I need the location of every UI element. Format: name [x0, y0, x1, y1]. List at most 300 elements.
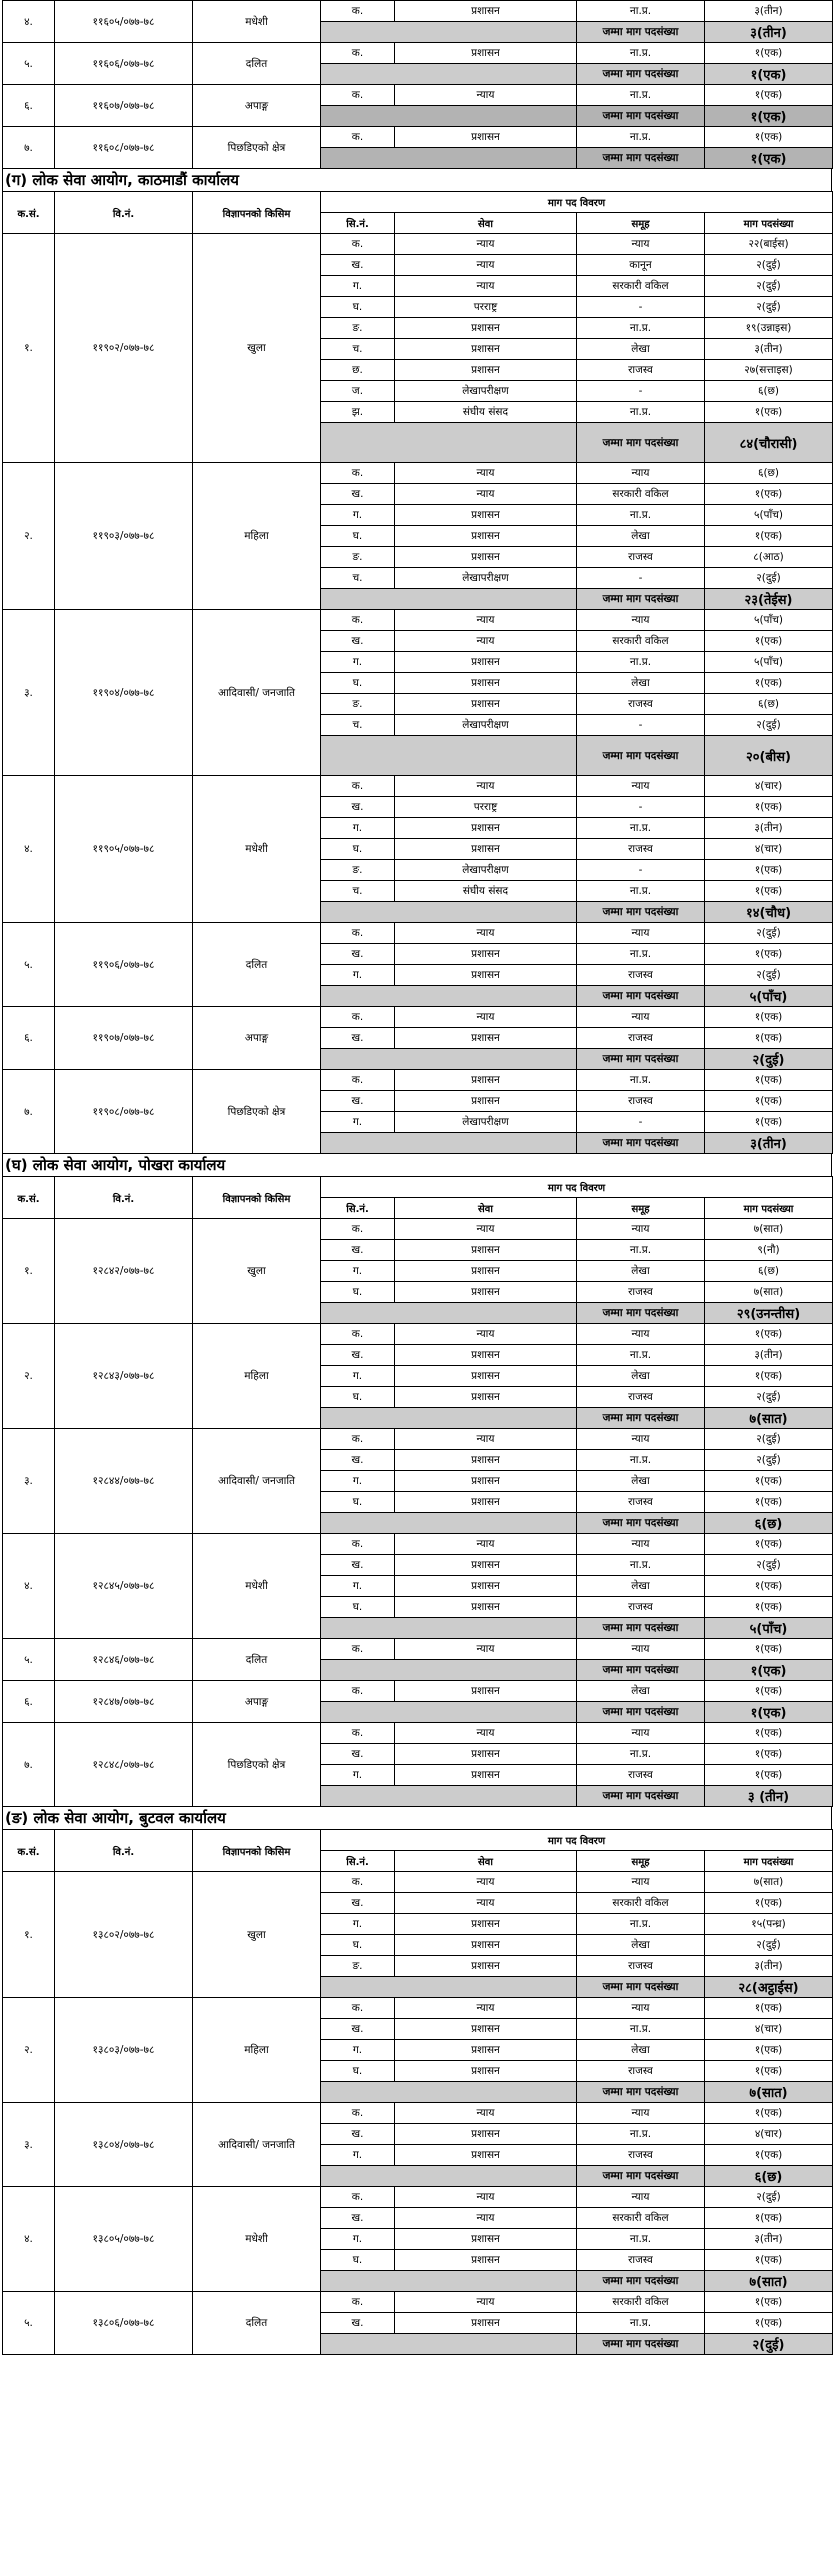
total-blank — [321, 1977, 577, 1998]
item-samuha: राजस्व — [577, 360, 705, 381]
item-samuha: राजस्व — [577, 2250, 705, 2271]
serial-number: २. — [3, 1998, 55, 2103]
total-blank — [321, 1513, 577, 1534]
item-sn: क. — [321, 1007, 395, 1028]
item-sankhya: १(एक) — [705, 1765, 833, 1786]
item-samuha: सरकारी वकिल — [577, 1893, 705, 1914]
total-blank — [321, 1049, 577, 1070]
item-sn: ख. — [321, 1028, 395, 1049]
total-label: जम्मा माग पदसंख्या — [577, 2334, 705, 2355]
item-sewa: प्रशासन — [395, 1956, 577, 1977]
item-sewa: प्रशासन — [395, 547, 577, 568]
total-label: जम्मा माग पदसंख्या — [577, 2082, 705, 2103]
item-sewa: प्रशासन — [395, 2145, 577, 2166]
table-row — [3, 610, 833, 631]
item-sewa: प्रशासन — [395, 2061, 577, 2082]
item-sn: क. — [321, 776, 395, 797]
item-sn: क. — [321, 1429, 395, 1450]
total-blank — [321, 2271, 577, 2292]
item-sankhya: १(एक) — [705, 1366, 833, 1387]
item-sn: च. — [321, 881, 395, 902]
item-sewa: प्रशासन — [395, 2250, 577, 2271]
advertisement-type: मधेशी — [193, 776, 321, 923]
item-samuha: राजस्व — [577, 839, 705, 860]
item-sn: ख. — [321, 944, 395, 965]
total-value: ८४(चौरासी) — [705, 423, 833, 463]
header-row — [3, 1830, 833, 1851]
item-samuha: न्याय — [577, 1429, 705, 1450]
total-value: २९(उनन्तीस) — [705, 1303, 833, 1324]
item-samuha: लेखा — [577, 2040, 705, 2061]
item-sewa: न्याय — [395, 1324, 577, 1345]
item-samuha: राजस्व — [577, 1492, 705, 1513]
table-row — [3, 923, 833, 944]
item-sn: ख. — [321, 1240, 395, 1261]
item-sankhya: १(एक) — [705, 85, 833, 106]
advertisement-number: ११९०६/०७७-७८ — [55, 923, 193, 1007]
header-sub-sn: सि.नं. — [321, 1198, 395, 1219]
header-group: माग पद विवरण — [321, 1177, 833, 1198]
item-sn: ग. — [321, 1261, 395, 1282]
item-sewa: प्रशासन — [395, 2124, 577, 2145]
demand-table — [2, 0, 833, 169]
item-sn: च. — [321, 715, 395, 736]
item-sankhya: २(दुई) — [705, 2187, 833, 2208]
item-sankhya: ७(सात) — [705, 1282, 833, 1303]
header-ks: क.सं. — [3, 1830, 55, 1872]
serial-number: ४. — [3, 1534, 55, 1639]
item-sewa: न्याय — [395, 1429, 577, 1450]
advertisement-number: १३८०४/०७७-७८ — [55, 2103, 193, 2187]
advertisement-number: ११६०५/०७७-७८ — [55, 1, 193, 43]
item-samuha: न्याय — [577, 2187, 705, 2208]
item-sankhya: १(एक) — [705, 1723, 833, 1744]
item-sewa: लेखापरीक्षण — [395, 381, 577, 402]
item-sankhya: ५(पाँच) — [705, 505, 833, 526]
demand-table — [2, 1829, 833, 2355]
item-sewa: न्याय — [395, 776, 577, 797]
advertisement-number: १२८४६/०७७-७८ — [55, 1639, 193, 1681]
total-value: १(एक) — [705, 106, 833, 127]
item-samuha: न्याय — [577, 1639, 705, 1660]
item-samuha: राजस्व — [577, 547, 705, 568]
item-sankhya: १(एक) — [705, 2208, 833, 2229]
total-blank — [321, 1660, 577, 1681]
item-samuha: न्याय — [577, 1534, 705, 1555]
item-sn: ख. — [321, 255, 395, 276]
header-sewa: सेवा — [395, 213, 577, 234]
item-sewa: प्रशासन — [395, 318, 577, 339]
item-sewa: न्याय — [395, 1872, 577, 1893]
advertisement-number: १३८०५/०७७-७८ — [55, 2187, 193, 2292]
item-sn: घ. — [321, 1282, 395, 1303]
item-sn: ग. — [321, 1112, 395, 1133]
table-row — [3, 1723, 833, 1744]
advertisement-type: पिछडिएको क्षेत्र — [193, 1723, 321, 1807]
table-row — [3, 127, 833, 148]
item-sewa: प्रशासन — [395, 1765, 577, 1786]
advertisement-type: खुला — [193, 1219, 321, 1324]
item-sankhya: १(एक) — [705, 526, 833, 547]
item-sankhya: १(एक) — [705, 2103, 833, 2124]
serial-number: ६. — [3, 1681, 55, 1723]
table-row — [3, 463, 833, 484]
total-value: १(एक) — [705, 1702, 833, 1723]
total-label: जम्मा माग पदसंख्या — [577, 1702, 705, 1723]
item-sn: क. — [321, 43, 395, 64]
item-sewa: प्रशासन — [395, 1492, 577, 1513]
item-samuha: राजस्व — [577, 1282, 705, 1303]
item-samuha: न्याय — [577, 610, 705, 631]
item-sankhya: १५(पन्ध्र) — [705, 1914, 833, 1935]
total-label: जम्मा माग पदसंख्या — [577, 1049, 705, 1070]
serial-number: ७. — [3, 1723, 55, 1807]
item-samuha: सरकारी वकिल — [577, 2292, 705, 2313]
item-sewa: लेखापरीक्षण — [395, 568, 577, 589]
item-sewa: प्रशासन — [395, 360, 577, 381]
item-sn: क. — [321, 85, 395, 106]
item-sn: ख. — [321, 2313, 395, 2334]
item-sewa: न्याय — [395, 923, 577, 944]
advertisement-number: ११९०७/०७७-७८ — [55, 1007, 193, 1070]
total-value: ३ (तीन) — [705, 1786, 833, 1807]
item-sewa: परराष्ट्र — [395, 797, 577, 818]
item-sankhya: २(दुई) — [705, 1935, 833, 1956]
item-sn: घ. — [321, 2061, 395, 2082]
total-value: १(एक) — [705, 1660, 833, 1681]
total-blank — [321, 2082, 577, 2103]
item-sewa: न्याय — [395, 2187, 577, 2208]
item-samuha: लेखा — [577, 673, 705, 694]
item-sewa: प्रशासन — [395, 1028, 577, 1049]
item-sewa: न्याय — [395, 631, 577, 652]
item-sn: ग. — [321, 818, 395, 839]
item-sn: क. — [321, 234, 395, 255]
total-label: जम्मा माग पदसंख्या — [577, 1408, 705, 1429]
item-sewa: प्रशासन — [395, 1597, 577, 1618]
serial-number: ३. — [3, 610, 55, 776]
advertisement-number: ११९०४/०७७-७८ — [55, 610, 193, 776]
item-sankhya: २(दुई) — [705, 1429, 833, 1450]
item-sankhya: ३(तीन) — [705, 2229, 833, 2250]
item-sewa: न्याय — [395, 276, 577, 297]
item-samuha: सरकारी वकिल — [577, 276, 705, 297]
item-sankhya: १(एक) — [705, 944, 833, 965]
serial-number: ३. — [3, 1429, 55, 1534]
table-row — [3, 776, 833, 797]
header-sankhya: माग पदसंख्या — [705, 1198, 833, 1219]
section-title: (ग) लोक सेवा आयोग, काठमाडौं कार्यालय — [2, 169, 832, 191]
item-samuha: ना.प्र. — [577, 1345, 705, 1366]
item-sewa: प्रशासन — [395, 1914, 577, 1935]
item-sankhya: ५(पाँच) — [705, 610, 833, 631]
item-sn: क. — [321, 1070, 395, 1091]
section-title: (घ) लोक सेवा आयोग, पोखरा कार्यालय — [2, 1154, 832, 1176]
item-sankhya: १(एक) — [705, 1471, 833, 1492]
item-sankhya: ६(छ) — [705, 694, 833, 715]
item-sn: घ. — [321, 839, 395, 860]
item-samuha: ना.प्र. — [577, 318, 705, 339]
advertisement-type: पिछडिएको क्षेत्र — [193, 1070, 321, 1154]
table-row — [3, 43, 833, 64]
advertisement-type: मधेशी — [193, 2187, 321, 2292]
total-value: ३(तीन) — [705, 22, 833, 43]
total-blank — [321, 1702, 577, 1723]
item-samuha: न्याय — [577, 1872, 705, 1893]
advertisement-type: आदिवासी/ जनजाति — [193, 610, 321, 776]
total-blank — [321, 22, 577, 43]
header-kisim: विज्ञापनको किसिम — [193, 1830, 321, 1872]
table-row — [3, 1007, 833, 1028]
item-sankhya: १(एक) — [705, 402, 833, 423]
item-sankhya: १(एक) — [705, 2040, 833, 2061]
item-sankhya: १(एक) — [705, 43, 833, 64]
item-samuha: लेखा — [577, 1471, 705, 1492]
advertisement-number: ११६०६/०७७-७८ — [55, 43, 193, 85]
item-sn: घ. — [321, 1492, 395, 1513]
total-blank — [321, 2166, 577, 2187]
table-row — [3, 1429, 833, 1450]
item-sewa: संघीय संसद — [395, 881, 577, 902]
total-label: जम्मा माग पदसंख्या — [577, 736, 705, 776]
item-sn: ग. — [321, 276, 395, 297]
table-row — [3, 1872, 833, 1893]
item-samuha: लेखा — [577, 1681, 705, 1702]
item-sankhya: १(एक) — [705, 2145, 833, 2166]
advertisement-number: १३८०२/०७७-७८ — [55, 1872, 193, 1998]
advertisement-number: १३८०३/०७७-७८ — [55, 1998, 193, 2103]
serial-number: १. — [3, 234, 55, 463]
item-sankhya: १(एक) — [705, 673, 833, 694]
header-kisim: विज्ञापनको किसिम — [193, 1177, 321, 1219]
item-sankhya: १(एक) — [705, 1681, 833, 1702]
item-sn: क. — [321, 2103, 395, 2124]
header-kisim: विज्ञापनको किसिम — [193, 192, 321, 234]
item-sankhya: २(दुई) — [705, 965, 833, 986]
item-samuha: न्याय — [577, 1219, 705, 1240]
item-sn: क. — [321, 610, 395, 631]
serial-number: ७. — [3, 127, 55, 169]
item-sewa: न्याय — [395, 1893, 577, 1914]
item-sewa: प्रशासन — [395, 965, 577, 986]
total-label: जम्मा माग पदसंख्या — [577, 902, 705, 923]
total-value: १(एक) — [705, 148, 833, 169]
item-sewa: लेखापरीक्षण — [395, 715, 577, 736]
item-sankhya: १९(उन्नाइस) — [705, 318, 833, 339]
item-sewa: प्रशासन — [395, 1450, 577, 1471]
advertisement-number: १२८४७/०७७-७८ — [55, 1681, 193, 1723]
item-sankhya: १(एक) — [705, 2292, 833, 2313]
item-sewa: प्रशासन — [395, 1935, 577, 1956]
item-samuha: सरकारी वकिल — [577, 2208, 705, 2229]
item-sankhya: २(दुई) — [705, 923, 833, 944]
item-sn: च. — [321, 568, 395, 589]
table-row — [3, 85, 833, 106]
serial-number: ५. — [3, 923, 55, 1007]
advertisement-type: आदिवासी/ जनजाति — [193, 2103, 321, 2187]
item-sankhya: २(दुई) — [705, 297, 833, 318]
serial-number: ७. — [3, 1070, 55, 1154]
item-sn: च. — [321, 339, 395, 360]
item-sn: ख. — [321, 1555, 395, 1576]
item-sewa: प्रशासन — [395, 2040, 577, 2061]
item-sn: क. — [321, 1681, 395, 1702]
item-sn: क. — [321, 1534, 395, 1555]
item-samuha: राजस्व — [577, 1387, 705, 1408]
item-sewa: न्याय — [395, 1998, 577, 2019]
total-value: ७(सात) — [705, 1408, 833, 1429]
advertisement-type: आदिवासी/ जनजाति — [193, 1429, 321, 1534]
header-sub-sn: सि.नं. — [321, 1851, 395, 1872]
item-samuha: - — [577, 1112, 705, 1133]
item-sewa: प्रशासन — [395, 1240, 577, 1261]
item-sankhya: २(दुई) — [705, 1555, 833, 1576]
total-label: जम्मा माग पदसंख्या — [577, 1303, 705, 1324]
item-sn: घ. — [321, 526, 395, 547]
advertisement-type: महिला — [193, 1998, 321, 2103]
item-samuha: - — [577, 381, 705, 402]
item-samuha: न्याय — [577, 234, 705, 255]
item-samuha: सरकारी वकिल — [577, 484, 705, 505]
advertisement-number: १२८४३/०७७-७८ — [55, 1324, 193, 1429]
item-samuha: ना.प्र. — [577, 944, 705, 965]
item-sewa: प्रशासन — [395, 1282, 577, 1303]
advertisement-type: दलित — [193, 923, 321, 1007]
serial-number: १. — [3, 1219, 55, 1324]
item-sn: क. — [321, 1872, 395, 1893]
item-sn: ग. — [321, 2229, 395, 2250]
item-sn: ख. — [321, 2208, 395, 2229]
item-sankhya: ६(छ) — [705, 1261, 833, 1282]
item-sn: क. — [321, 1, 395, 22]
item-sn: ग. — [321, 2040, 395, 2061]
item-sn: क. — [321, 1324, 395, 1345]
total-blank — [321, 986, 577, 1007]
item-sn: ङ. — [321, 318, 395, 339]
item-sewa: प्रशासन — [395, 673, 577, 694]
item-sankhya: ६(छ) — [705, 463, 833, 484]
table-row — [3, 2292, 833, 2313]
item-sankhya: ७(सात) — [705, 1872, 833, 1893]
item-sankhya: १(एक) — [705, 1744, 833, 1765]
item-sewa: प्रशासन — [395, 1366, 577, 1387]
item-sankhya: ३(तीन) — [705, 339, 833, 360]
item-sankhya: १(एक) — [705, 1534, 833, 1555]
item-samuha: राजस्व — [577, 1597, 705, 1618]
demand-table — [2, 191, 833, 1154]
item-sn: ख. — [321, 2019, 395, 2040]
item-sankhya: १(एक) — [705, 1597, 833, 1618]
item-samuha: लेखा — [577, 1366, 705, 1387]
item-samuha: न्याय — [577, 923, 705, 944]
total-label: जम्मा माग पदसंख्या — [577, 986, 705, 1007]
item-sn: झ. — [321, 402, 395, 423]
advertisement-type: दलित — [193, 1639, 321, 1681]
item-sankhya: १(एक) — [705, 484, 833, 505]
item-sankhya: १(एक) — [705, 860, 833, 881]
item-samuha: न्याय — [577, 1723, 705, 1744]
total-blank — [321, 1303, 577, 1324]
item-samuha: ना.प्र. — [577, 1450, 705, 1471]
item-sn: ग. — [321, 965, 395, 986]
item-sn: क. — [321, 463, 395, 484]
item-sn: क. — [321, 2187, 395, 2208]
item-sewa: न्याय — [395, 1723, 577, 1744]
item-samuha: राजस्व — [577, 1765, 705, 1786]
advertisement-type: पिछडिएको क्षेत्र — [193, 127, 321, 169]
total-label: जम्मा माग पदसंख्या — [577, 2271, 705, 2292]
item-sn: छ. — [321, 360, 395, 381]
table-row — [3, 1534, 833, 1555]
item-sankhya: १(एक) — [705, 631, 833, 652]
item-samuha: - — [577, 568, 705, 589]
item-sewa: प्रशासन — [395, 2019, 577, 2040]
item-samuha: लेखा — [577, 1261, 705, 1282]
item-samuha: - — [577, 715, 705, 736]
item-sewa: प्रशासन — [395, 1, 577, 22]
item-sankhya: १(एक) — [705, 1893, 833, 1914]
advertisement-number: ११६०८/०७७-७८ — [55, 127, 193, 169]
serial-number: ५. — [3, 2292, 55, 2355]
item-samuha: - — [577, 797, 705, 818]
item-sewa: न्याय — [395, 2292, 577, 2313]
item-sn: ख. — [321, 1345, 395, 1366]
serial-number: ३. — [3, 2103, 55, 2187]
item-sewa: न्याय — [395, 85, 577, 106]
total-blank — [321, 1786, 577, 1807]
item-samuha: ना.प्र. — [577, 818, 705, 839]
item-samuha: कानून — [577, 255, 705, 276]
item-sewa: प्रशासन — [395, 839, 577, 860]
item-sn: ख. — [321, 1450, 395, 1471]
item-sewa: प्रशासन — [395, 1091, 577, 1112]
demand-table — [2, 1176, 833, 1807]
table-row — [3, 1070, 833, 1091]
total-blank — [321, 589, 577, 610]
item-samuha: न्याय — [577, 1007, 705, 1028]
item-sn: ख. — [321, 484, 395, 505]
item-samuha: ना.प्र. — [577, 85, 705, 106]
item-sankhya: ५(पाँच) — [705, 652, 833, 673]
item-sn: ग. — [321, 1576, 395, 1597]
item-sn: घ. — [321, 297, 395, 318]
total-label: जम्मा माग पदसंख्या — [577, 589, 705, 610]
item-sn: क. — [321, 1723, 395, 1744]
item-sewa: प्रशासन — [395, 1345, 577, 1366]
serial-number: ६. — [3, 85, 55, 127]
item-sankhya: १(एक) — [705, 1324, 833, 1345]
total-label: जम्मा माग पदसंख्या — [577, 1977, 705, 1998]
item-sn: ग. — [321, 1471, 395, 1492]
advertisement-number: १२८४४/०७७-७८ — [55, 1429, 193, 1534]
item-sankhya: ९(नौ) — [705, 1240, 833, 1261]
total-value: १(एक) — [705, 64, 833, 85]
advertisement-number: १२८४८/०७७-७८ — [55, 1723, 193, 1807]
item-samuha: राजस्व — [577, 1956, 705, 1977]
total-label: जम्मा माग पदसंख्या — [577, 1513, 705, 1534]
item-sankhya: १(एक) — [705, 1576, 833, 1597]
advertisement-type: मधेशी — [193, 1534, 321, 1639]
table-row — [3, 2103, 833, 2124]
total-value: १४(चौध) — [705, 902, 833, 923]
item-samuha: ना.प्र. — [577, 43, 705, 64]
total-blank — [321, 423, 577, 463]
item-sewa: प्रशासन — [395, 652, 577, 673]
item-samuha: राजस्व — [577, 2145, 705, 2166]
item-samuha: न्याय — [577, 1324, 705, 1345]
item-sewa: प्रशासन — [395, 2229, 577, 2250]
item-sankhya: १(एक) — [705, 1112, 833, 1133]
